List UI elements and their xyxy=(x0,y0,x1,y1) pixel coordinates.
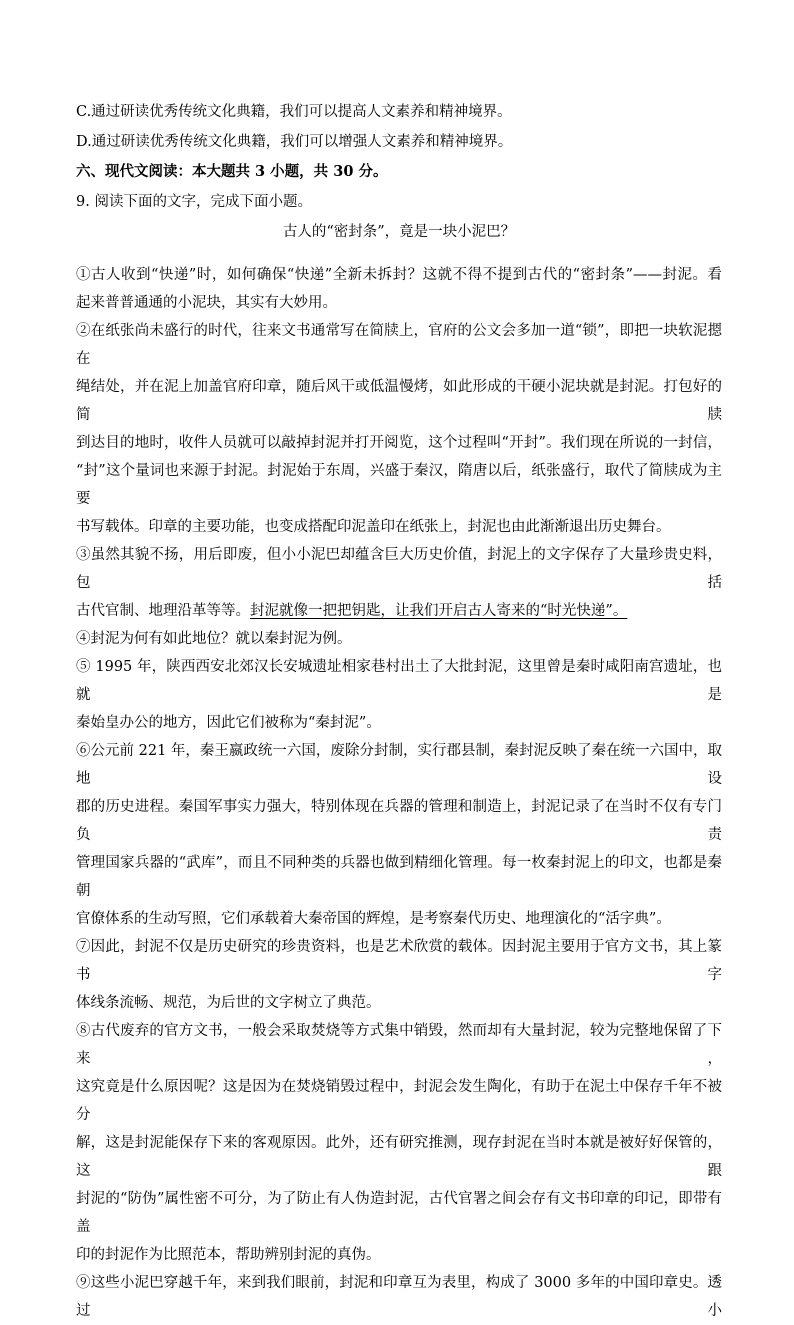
paragraph-line: 管理国家兵器的“武库”，而且不同种类的兵器也做到精细化管理。每一枚秦封泥上的印文，也都是秦朝 xyxy=(76,854,722,899)
paragraph-line: 郡的历史进程。秦国军事实力强大，特别体现在兵器的管理和制造上，封泥记录了在当时不仅有专门负责 xyxy=(76,798,722,843)
paragraph-line: ③虽然其貌不扬，用后即废，但小小泥巴却蕴含巨大历史价值，封泥上的文字保存了大量珍贵史料，包括 xyxy=(76,546,722,591)
underlined-sentence: 封泥就像一把把钥匙，让我们开启古人寄来的“时光快递”。 xyxy=(250,602,628,619)
paragraph-line: “封”这个量词也来源于封泥。封泥始于东周，兴盛于秦汉，隋唐以后，纸张盛行，取代了简牍成为主要 xyxy=(76,462,722,507)
paragraph-line: 官僚体系的生动写照，它们承载着大秦帝国的辉煌，是考察秦代历史、地理演化的“活字典”。 xyxy=(76,910,671,927)
paragraph-line: 印的封泥作为比照范本，帮助辨别封泥的真伪。 xyxy=(76,1246,381,1263)
option-c: C.通过研读优秀传统文化典籍，我们可以提高人文素养和精神境界。 xyxy=(76,104,512,120)
paragraph-line: ⑥公元前 221 年，秦王嬴政统一六国，废除分封制，实行郡县制，秦封泥反映了秦在统一六国中，取地设 xyxy=(76,742,722,787)
paragraph-line: ⑤ 1995 年，陕西西安北郊汉长安城遗址相家巷村出土了大批封泥，这里曾是秦时咸阳南宫遗址，也就是 xyxy=(76,658,722,703)
paragraph-4: ④封泥为何有如此地位？就以秦封泥为例。 xyxy=(76,630,352,647)
paragraph-line: 到达目的地时，收件人员就可以敲掉封泥并打开阅览，这个过程叫“开封”。我们现在所说的一封信， xyxy=(76,434,722,451)
paragraph-8 xyxy=(76,1017,722,1269)
paragraph-6 xyxy=(76,737,722,933)
paragraph-3 xyxy=(76,541,722,625)
paragraph-line: 书写载体。印章的主要功能，也变成搭配印泥盖印在纸张上，封泥也由此渐渐退出历史舞台。 xyxy=(76,518,671,535)
article-title: 古人的“密封条”，竟是一块小泥巴？ xyxy=(282,224,516,240)
paragraph-line: 体线条流畅、规范，为后世的文字树立了典范。 xyxy=(76,994,381,1011)
paragraph-line: ①古人收到“快递”时，如何确保“快递”全新未拆封？这就不得不提到古代的“密封条”——封泥。看 xyxy=(76,266,722,283)
paragraph-line: 绳结处，并在泥上加盖官府印章，随后风干或低温慢烤，如此形成的干硬小泥块就是封泥。打包好的简牍 xyxy=(76,378,722,423)
paragraph-7 xyxy=(76,933,722,1017)
document-page xyxy=(76,98,722,1325)
paragraph-line: 秦始皇办公的地方，因此它们被称为“秦封泥”。 xyxy=(76,714,381,731)
section-heading: 六、现代文阅读：本大题共 3 小题，共 30 分。 xyxy=(76,163,388,180)
question-intro: 9. 阅读下面的文字，完成下面小题。 xyxy=(76,194,312,210)
paragraph-line: 封泥的“防伪”属性密不可分，为了防止有人伪造封泥，古代官署之间会存有文书印章的印记，即带有盖 xyxy=(76,1190,722,1235)
paragraph-2 xyxy=(76,317,722,541)
paragraph-5 xyxy=(76,653,722,737)
paragraph-line: 解，这是封泥能保存下来的客观原因。此外，还有研究推测，现存封泥在当时本就是被好好保管的，这跟 xyxy=(76,1134,722,1179)
paragraph-line: 起来普普通通的小泥块，其实有大妙用。 xyxy=(76,294,337,311)
paragraph-line: ⑦因此，封泥不仅是历史研究的珍贵资料，也是艺术欣赏的载体。因封泥主要用于官方文书，其上篆书字 xyxy=(76,938,722,983)
paragraph-text: 古代官制、地理沿革等等。 xyxy=(76,602,250,619)
paragraph-line xyxy=(76,597,722,625)
paragraph-line: ⑧古代废弃的官方文书，一般会采取焚烧等方式集中销毁，然而却有大量封泥，较为完整地保留了下来， xyxy=(76,1022,722,1067)
paragraph-9: ⑨这些小泥巴穿越千年，来到我们眼前，封泥和印章互为表里，构成了 3000 多年的中国印章史。透过小 xyxy=(76,1274,722,1319)
paragraph-1 xyxy=(76,261,722,317)
option-d: D.通过研读优秀传统文化典籍，我们可以增强人文素养和精神境界。 xyxy=(76,134,513,150)
paragraph-line: ②在纸张尚未盛行的时代，往来文书通常写在简牍上，官府的公文会多加一道“锁”，即把一块软泥摁在 xyxy=(76,322,722,367)
paragraph-line: 这究竟是什么原因呢？这是因为在焚烧销毁过程中，封泥会发生陶化，有助于在泥土中保存千年不被分 xyxy=(76,1078,722,1123)
